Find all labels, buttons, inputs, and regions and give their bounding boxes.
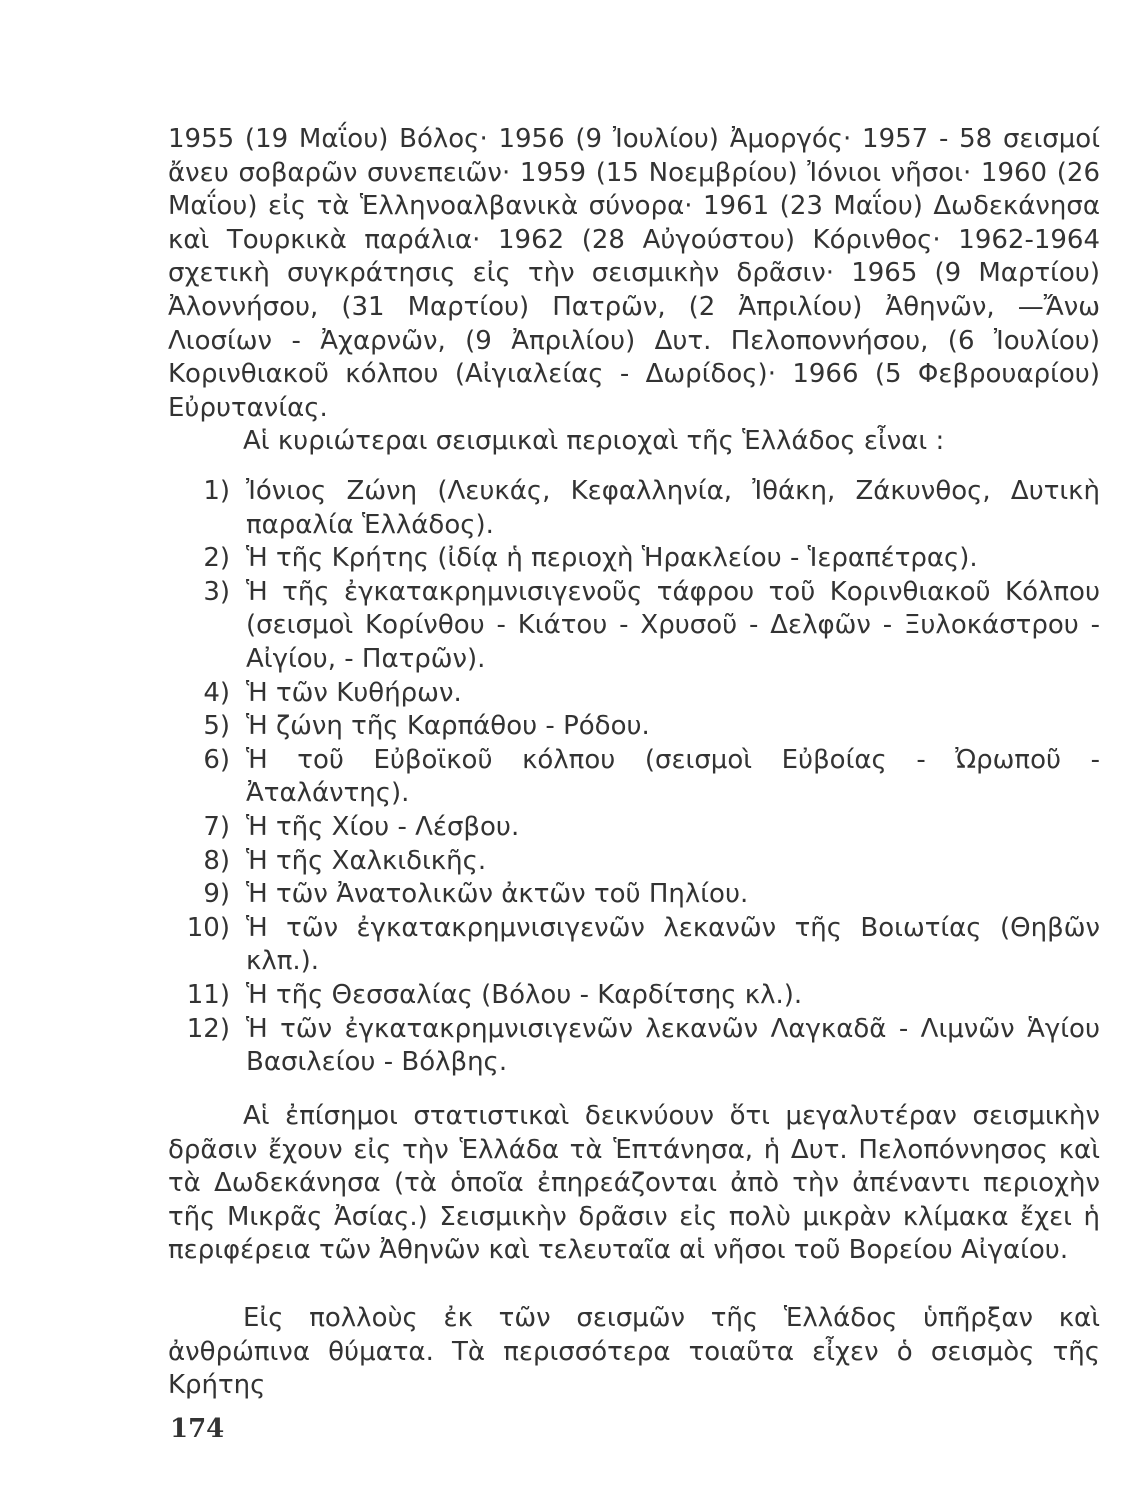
list-item-text: Ἡ τῆς ἐγκατακρημνισιγενοῦς τάφρου τοῦ Κορινθιακοῦ Κόλπου (σεισμοὶ Κορίνθου - Κιάτου - Χρυσοῦ - Δελφῶν - Ξυλοκάστρου - Αἰγίου, - Πατρῶν). — [246, 576, 1100, 674]
list-item-text: Ἡ τῶν Κυθήρων. — [246, 677, 462, 708]
list-item-text: Ἡ τῶν Ἀνατολικῶν ἀκτῶν τοῦ Πηλίου. — [246, 879, 749, 910]
list-item-number: 12) — [186, 1013, 230, 1044]
list-item — [180, 811, 1100, 845]
list-item-number: 4) — [203, 677, 230, 708]
list-item-number: 1) — [203, 476, 230, 506]
list-item — [180, 1013, 1100, 1080]
list-item-number: 2) — [203, 543, 230, 574]
list-item-text: Ἡ τῆς Θεσσαλίας (Βόλου - Καρδίτσης κλ.). — [246, 979, 803, 1010]
list-item-number: 8) — [203, 845, 230, 876]
list-item-text: Ἰόνιος Ζώνη (Λευκάς, Κεφαλληνία, Ἰθάκη, Ζάκυνθος, Δυτικὴ παραλία Ἑλλάδος). — [246, 476, 1100, 540]
list-item — [180, 677, 1100, 711]
list-item — [180, 475, 1100, 542]
list-item-number: 10) — [186, 912, 230, 943]
list-item — [180, 878, 1100, 912]
list-item-text: Ἡ τῆς Κρήτης (ἰδίᾳ ἡ περιοχὴ Ἡρακλείου - Ἱεραπέτρας). — [246, 543, 978, 574]
statistics-paragraph: Αἱ ἐπίσημοι στατιστικαὶ δεικνύουν ὅτι μεγαλυτέραν σεισμικὴν δρᾶσιν ἔχουν εἰς τὴν Ἑλλάδα τὰ Ἑπτάνησα, ἡ Δυτ. Πελοπόννησος καὶ τὰ Δωδεκάνησα (τὰ ὁποῖα ἐπηρεάζονται ἀπὸ τὴν ἀπέναντι περιοχὴν τῆς Μικρᾶς Ἀσίας.) Σεισμικὴν δρᾶσιν εἰς πολὺ μικρὰν κλίμακα ἔχει ἡ περιφέρεια τῶν Ἀθηνῶν καὶ τελευταῖα αἱ νῆσοι τοῦ Βορείου Αἰγαίου. — [168, 1101, 1100, 1266]
earthquake-chronology-paragraph: 1955 (19 Μαΐου) Βόλος· 1956 (9 Ἰουλίου) Ἀμοργός· 1957 - 58 σεισμοί ἄνευ σοβαρῶν συνεπειῶν· 1959 (15 Νοεμβρίου) Ἰόνιοι νῆσοι· 1960 (26 Μαΐου) εἰς τὰ Ἑλληνοαλβανικὰ σύνορα· 1961 (23 Μαΐου) Δωδεκάνησα καὶ Τουρκικὰ παράλια· 1962 (28 Αὐγούστου) Κόρινθος· 1962-1964 σχετικὴ συγκράτησις εἰς τὴν σεισμικὴν δρᾶσιν· 1965 (9 Μαρτίου) Ἀλοννήσου, (31 Μαρτίου) Πατρῶν, (2 Ἀπριλίου) Ἀθηνῶν, —Ἄνω Λιοσίων - Ἀχαρνῶν, (9 Ἀπριλίου) Δυτ. Πελοποννήσου, (6 Ἰουλίου) Κορινθιακοῦ κόλπου (Αἰγιαλείας - Δωρίδος)· 1966 (5 Φεβρουαρίου) Εὐρυτανίας. — [168, 124, 1100, 423]
list-item-text: Ἡ τῆς Χαλκιδικῆς. — [246, 845, 487, 876]
list-item-number: 11) — [186, 979, 230, 1010]
list-item — [180, 912, 1100, 979]
seismic-regions-list — [180, 475, 1100, 1080]
statistics-section — [168, 1100, 1100, 1268]
list-item-text: Ἡ ζώνη τῆς Καρπάθου - Ρόδου. — [246, 711, 650, 742]
list-item-text: Ἡ τῆς Χίου - Λέσβου. — [246, 811, 520, 842]
victims-paragraph: Εἰς πολλοὺς ἐκ τῶν σεισμῶν τῆς Ἑλλάδος ὑπῆρξαν καὶ ἀνθρώπινα θύματα. Τὰ περισσότερα τοιαῦτα εἶχεν ὁ σεισμὸς τῆς Κρήτης — [168, 1303, 1100, 1401]
list-item-number: 5) — [203, 711, 230, 742]
list-item — [180, 845, 1100, 879]
list-item-number: 6) — [203, 744, 230, 775]
list-item-text: Ἡ τοῦ Εὐβοϊκοῦ κόλπου (σεισμοὶ Εὐβοίας - Ὠρωποῦ - Ἀταλάντης). — [246, 744, 1100, 809]
list-item — [180, 542, 1100, 576]
list-item-text: Ἡ τῶν ἐγκατακρημνισιγενῶν λεκανῶν τῆς Βοιωτίας (Θηβῶν κλπ.). — [246, 912, 1100, 977]
list-item-text: Ἡ τῶν ἐγκατακρημνισιγενῶν λεκανῶν Λαγκαδᾶ - Λιμνῶν Ἁγίου Βασιλείου - Βόλβης. — [246, 1013, 1100, 1078]
list-item-number: 9) — [203, 879, 230, 910]
list-item — [180, 979, 1100, 1013]
list-item — [180, 576, 1100, 677]
list-item — [180, 744, 1100, 811]
page-number: 174 — [170, 1414, 225, 1444]
list-item — [180, 710, 1100, 744]
victims-section — [168, 1302, 1100, 1403]
list-item-number: 7) — [203, 811, 230, 842]
list-item-number: 3) — [203, 576, 230, 607]
seismic-regions-intro: Αἱ κυριώτεραι σεισμικαὶ περιοχαὶ τῆς Ἑλλάδος εἶναι : — [243, 426, 945, 457]
chronology-section — [168, 123, 1100, 459]
